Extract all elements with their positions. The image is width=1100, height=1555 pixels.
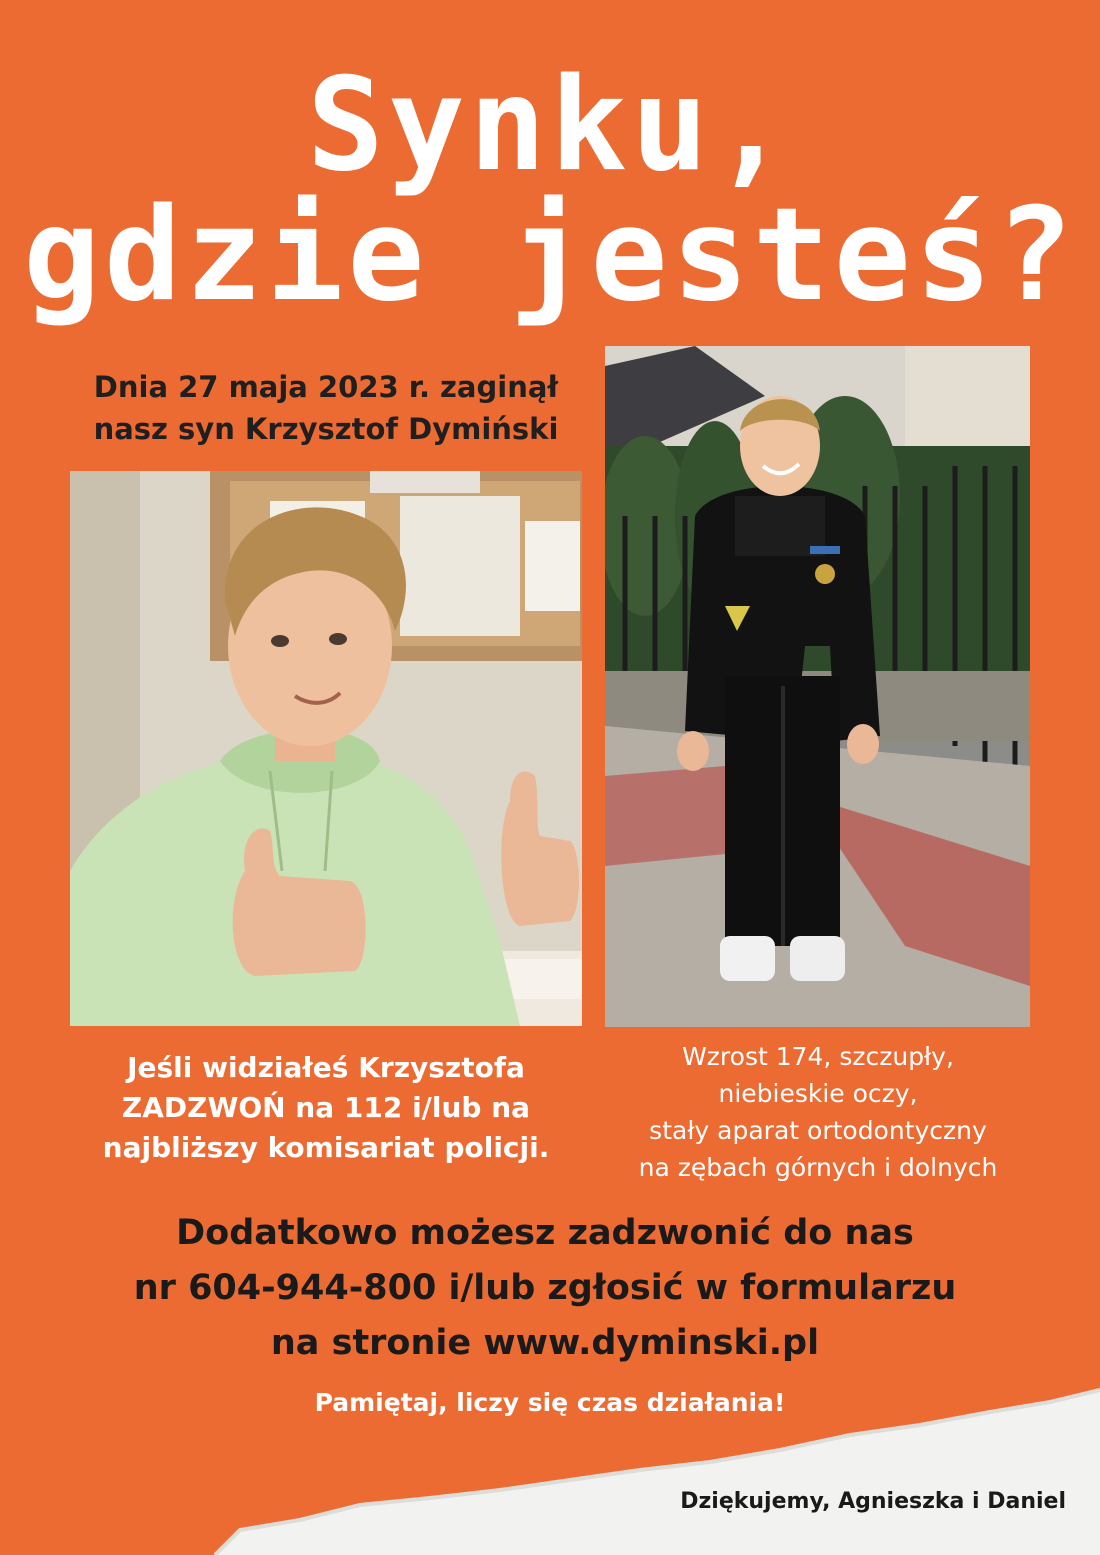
contact-line-2: nr 604-944-800 i/lub zgłosić w formularzu bbox=[133, 1268, 957, 1308]
call-to-action bbox=[60, 1048, 592, 1168]
reminder-text: Pamiętaj, liczy się czas działania! bbox=[314, 1388, 786, 1417]
description-line-1: Wzrost 174, szczupły, bbox=[682, 1042, 954, 1071]
contact-info bbox=[40, 1206, 1050, 1371]
call-to-action-line-3: najbliższy komisariat policji. bbox=[102, 1131, 550, 1164]
photo-indoor bbox=[70, 471, 582, 1026]
call-to-action-line-2: ZADZWOŃ na 112 i/lub na bbox=[121, 1091, 531, 1124]
signature: Dziękujemy, Agnieszka i Daniel bbox=[680, 1489, 1066, 1514]
person-description bbox=[600, 1038, 1036, 1186]
description-line-2: niebieskie oczy, bbox=[718, 1079, 918, 1108]
photo-outdoor bbox=[605, 346, 1030, 1027]
call-to-action-line-1: Jeśli widziałeś Krzysztofa bbox=[127, 1051, 525, 1084]
description-line-3: stały aparat ortodontyczny bbox=[649, 1116, 987, 1145]
intro-line-2: nasz syn Krzysztof Dymiński bbox=[93, 412, 559, 446]
description-line-4: na zębach górnych i dolnych bbox=[638, 1153, 998, 1182]
intro-text bbox=[70, 366, 582, 450]
contact-line-3: na stronie www.dyminski.pl bbox=[270, 1323, 820, 1363]
contact-line-1: Dodatkowo możesz zadzwonić do nas bbox=[176, 1213, 914, 1253]
headline-line-2: gdzie jesteś? bbox=[23, 181, 1077, 330]
photo-outdoor-illustration bbox=[605, 346, 1030, 1027]
intro-line-1: Dnia 27 maja 2023 r. zaginął bbox=[93, 370, 559, 404]
photo-indoor-illustration bbox=[70, 471, 582, 1026]
headline-line-1: Synku, bbox=[306, 51, 794, 200]
